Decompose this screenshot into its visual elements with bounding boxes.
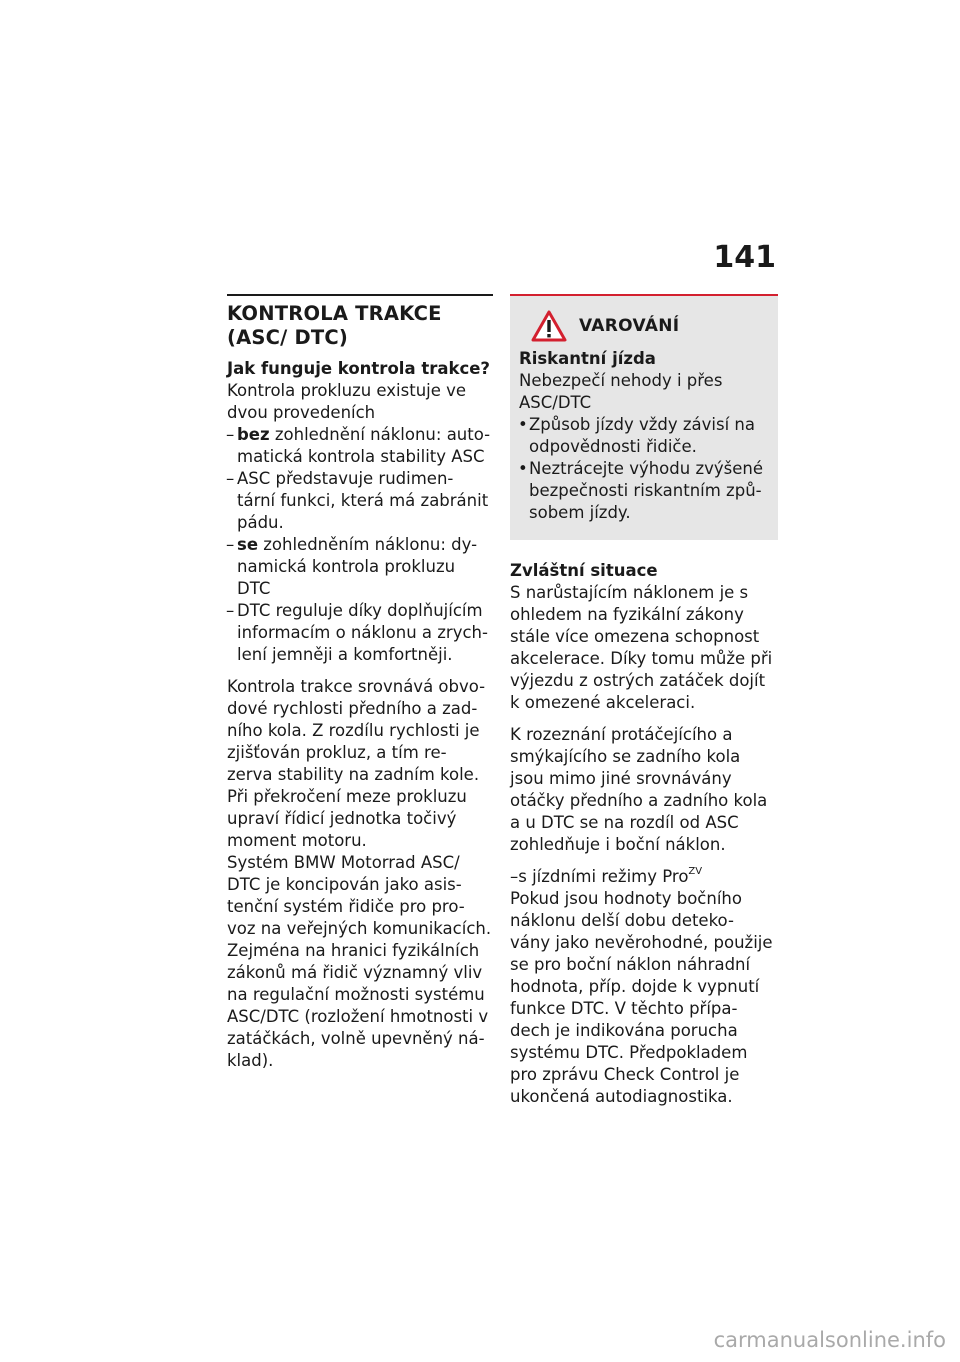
paragraph-system-concept: Systém BMW Motorrad ASC/ DTC je koncipován jako asis- tenční systém řidiče pro pro- voz na veřejných komunikacích. Zejména na hranici fyzikálních zákonů má řidič významný vliv na regulační možnosti systému ASC/DTC (rozložení hmotnosti v zatáčkách, volně upevněný ná- klad). [227,853,492,1070]
mode-line: –s jízdními režimy Pro$^{ZV}$ [510,866,703,886]
list-item: – DTC reguluje díky doplňujícím informacím o náklonu a zrych- lení jemněji a komfortněji. [226,601,488,664]
warning-bullets [519,414,769,524]
warning-header [519,310,769,342]
warning-text: Nebezpečí nehody i přes ASC/DTC [519,371,723,412]
warning-box [510,294,778,540]
left-column [227,294,493,1072]
warning-title: VAROVÁNÍ [579,316,680,336]
intro-text: Kontrola prokluzu existuje ve dvou provedeních [227,381,467,422]
warning-subhead: Riskantní jízda [519,349,656,368]
paragraph-traction-compare: Kontrola trakce srovnává obvo- dové rychlosti předního a zad- ního kola. Z rozdílu rychlosti je zjišťován prokluz, a tím re- zerva stability na zadním kole. Při překročení meze prokluzu upraví řídicí jednotka točivý moment motoru. [227,677,486,850]
variant-list [227,424,493,666]
right-column [510,294,778,1108]
paragraph-lean-fallback: Pokud jsou hodnoty bočního náklonu delší dobu deteko- vány jako nevěrohodné, použije se pro boční náklon náhradní hodnota, příp. dojde k vypnutí funkce DTC. V těchto přípa- dech je indikována porucha systému DTC. Předpokladem pro zprávu Check Control je ukončená autodiagnostika. [510,889,773,1106]
section-rule [227,294,493,296]
list-item: – se zohledněním náklonu: dy- namická kontrola prokluzu DTC [226,535,478,598]
section-title: KONTROLA TRAKCE (ASC/ DTC) [227,302,442,349]
mode-superscript: ZV [688,866,703,877]
page-number: 141 [713,240,776,275]
subhead-how-it-works: Jak funguje kontrola trakce? [227,359,490,378]
paragraph-wheel-detection: K rozeznání protáčejícího a smýkajícího se zadního kola jsou mimo jiné srovnávány otáčky předního a zadního kola a u DTC se na rozdíl od ASC zohledňuje i boční náklon. [510,725,768,854]
list-item: • Způsob jízdy vždy závisí na odpovědnosti řidiče. [518,415,755,456]
paragraph-acceleration: S narůstajícím náklonem je s ohledem na fyzikální zákony stále více omezena schopnost akcelerace. Díky tomu může při výjezdu z ostrých zatáček dojít k omezené akceleraci. [510,583,773,712]
list-item: • Neztrácejte výhodu zvýšené bezpečnosti riskantním způ- sobem jízdy. [518,459,763,522]
watermark: carmanualsonline.info [713,1328,946,1352]
subhead-special-situations: Zvláštní situace [510,561,658,580]
list-item: – bez zohlednění náklonu: auto- matická kontrola stability ASC [226,425,491,466]
list-item: – ASC představuje rudimen- tární funkci, která má zabránit pádu. [226,469,489,532]
warning-triangle-icon [531,310,567,342]
